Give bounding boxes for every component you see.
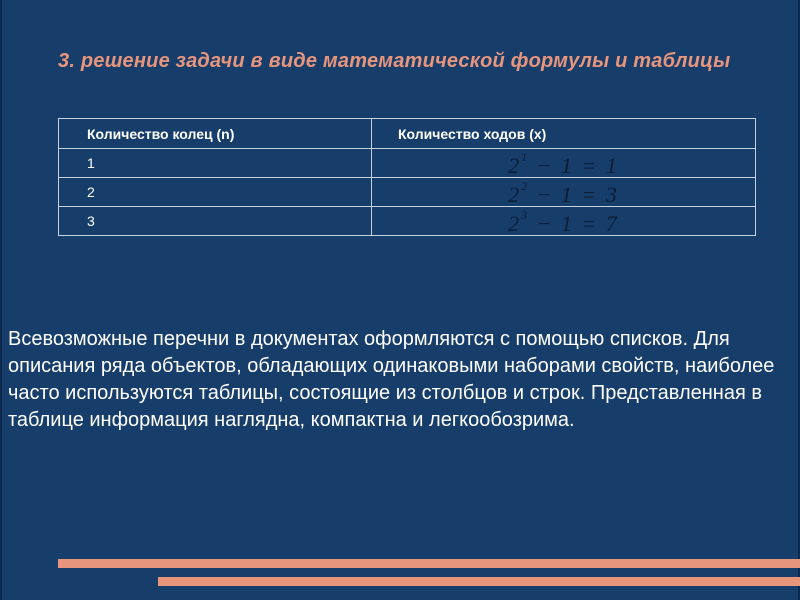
slide-title: 3. решение задачи в виде математической формулы и таблицы xyxy=(58,50,731,72)
table-row xyxy=(59,207,756,236)
decorative-bar-bottom xyxy=(158,577,800,586)
formula-result: 7 xyxy=(605,211,619,236)
formula-one: 1 xyxy=(561,211,574,236)
table-row xyxy=(59,149,756,178)
formula-exponent: 3 xyxy=(521,207,530,222)
cell-formula xyxy=(372,149,756,178)
table-row xyxy=(59,178,756,207)
formula-exponent: 1 xyxy=(521,149,530,164)
cell-rings: 1 xyxy=(59,149,372,178)
cell-rings: 2 xyxy=(59,178,372,207)
formula-minus: − xyxy=(536,211,554,236)
formula-equals: = xyxy=(581,153,599,178)
decorative-bar-top xyxy=(58,559,800,568)
column-header-moves: Количество ходов (x) xyxy=(372,119,756,149)
formula-minus: − xyxy=(536,182,554,207)
formula xyxy=(508,149,619,178)
formula xyxy=(508,178,619,207)
formula-base: 2 xyxy=(508,182,522,207)
formula-exponent: 2 xyxy=(521,178,530,193)
cell-rings: 3 xyxy=(59,207,372,236)
formula-one: 1 xyxy=(561,153,574,178)
formula xyxy=(508,207,619,236)
formula-base: 2 xyxy=(508,153,522,178)
data-table xyxy=(58,118,756,236)
table-header-row xyxy=(59,119,756,149)
formula-result: 1 xyxy=(605,153,619,178)
cell-formula xyxy=(372,178,756,207)
formula-one: 1 xyxy=(561,182,574,207)
formula-base: 2 xyxy=(508,211,522,236)
formula-result: 3 xyxy=(605,182,619,207)
formula-minus: − xyxy=(536,153,554,178)
column-header-rings: Количество колец (n) xyxy=(59,119,372,149)
formula-equals: = xyxy=(581,182,599,207)
formula-equals: = xyxy=(581,211,599,236)
cell-formula xyxy=(372,207,756,236)
body-paragraph: Всевозможные перечни в документах оформляются с помощью списков. Для описания ряда объектов, обладающих одинаковыми наборами свойств, наиболее часто используются таблицы, состоящие из столбцов и строк. Представленная в таблице информация наглядна, компактна и легкообозрима. xyxy=(8,328,775,431)
